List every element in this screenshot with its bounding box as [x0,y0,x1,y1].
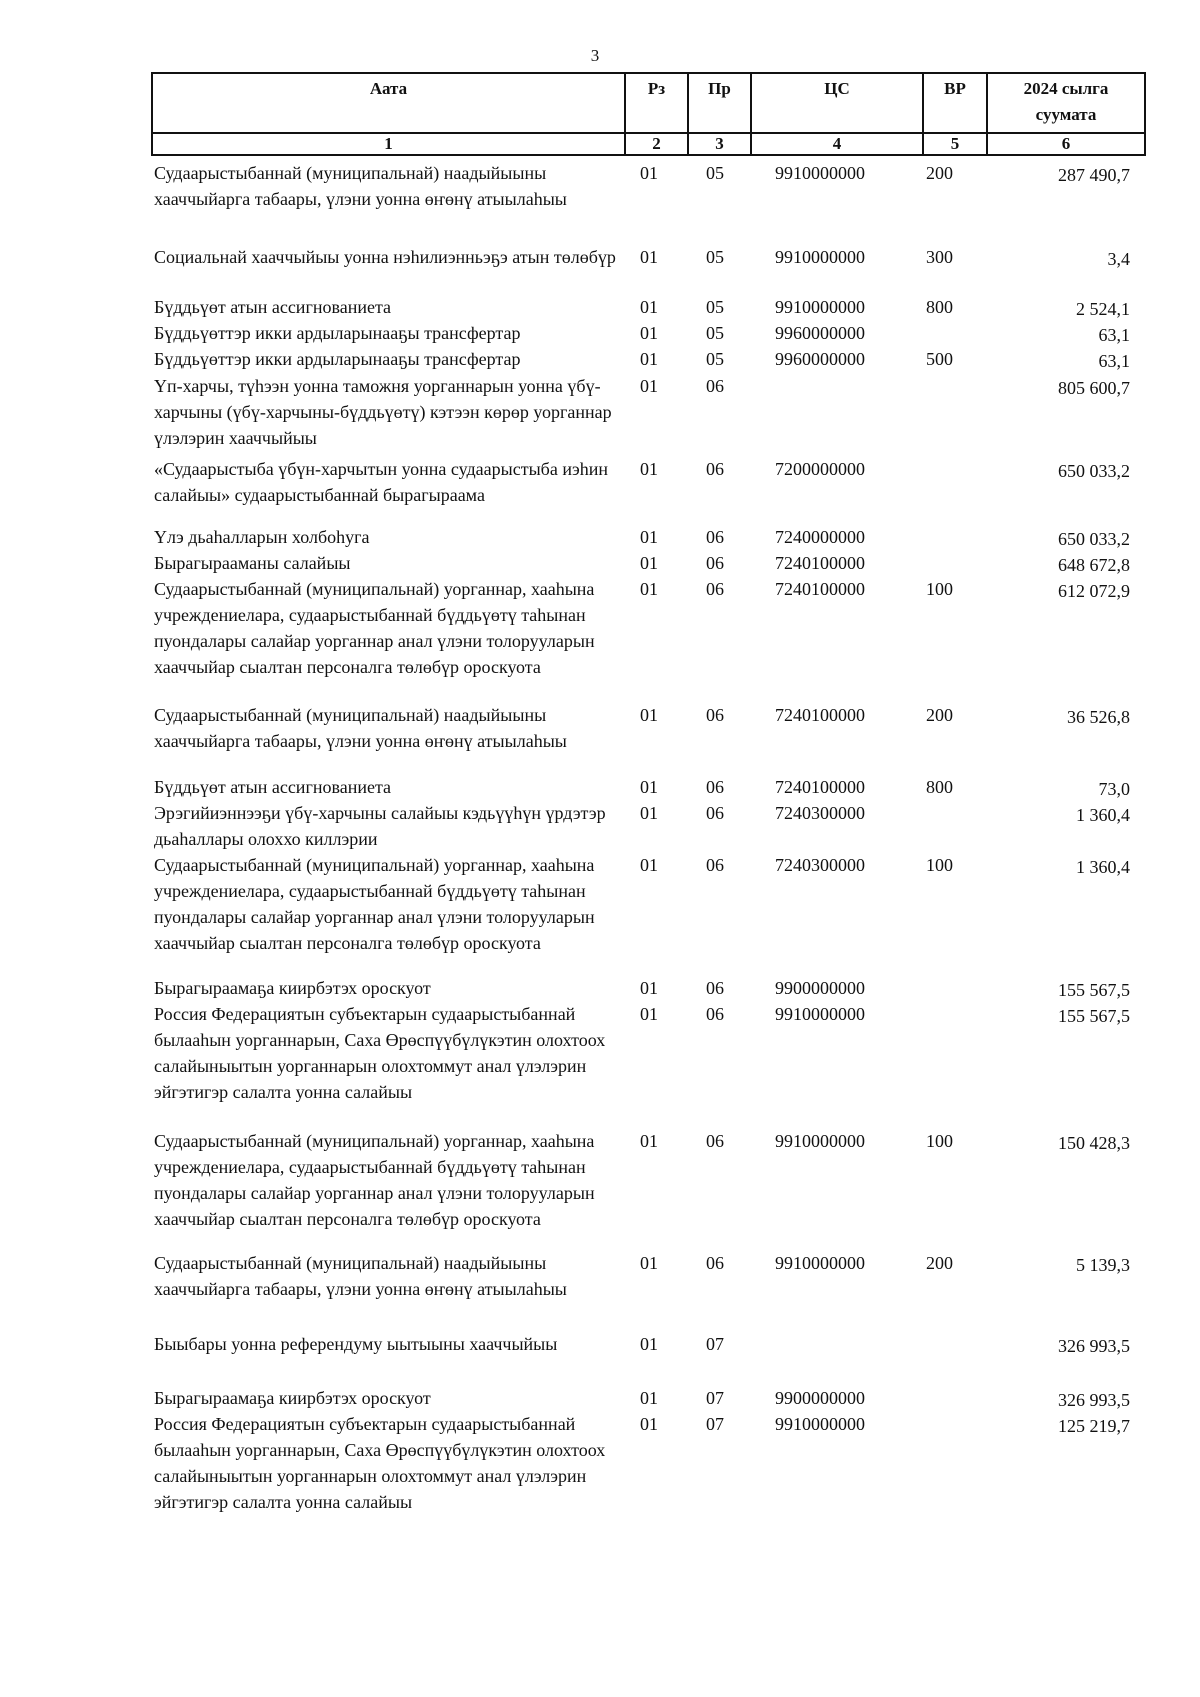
cell-pr: 06 [706,705,724,725]
cell-cs: 9910000000 [775,1414,865,1434]
cell-name: Бүддьүөттэр икки ардыларынааҕы трансфертар [154,349,521,369]
cell-amount: 287 490,7 [1058,165,1130,185]
cell-name: Бүддьүөттэр икки ардыларынааҕы трансфертар [154,323,521,343]
cell-rz: 01 [640,1004,658,1024]
cell-amount: 326 993,5 [1058,1336,1130,1356]
cell-name: Бырагыраамаҕа киирбэтэх ороскуот [154,978,431,998]
cell-rz: 01 [640,247,658,267]
cell-amount: 73,0 [1098,779,1130,799]
cell-amount: 1 360,4 [1076,857,1130,877]
cell-cs: 9960000000 [775,349,865,369]
cell-rz: 01 [640,1131,658,1151]
cell-pr: 05 [706,247,724,267]
cell-cs: 7240100000 [775,579,865,599]
cell-rz: 01 [640,1334,658,1354]
cell-amount: 125 219,7 [1058,1416,1130,1436]
cell-pr: 07 [706,1388,724,1408]
cell-pr: 06 [706,855,724,875]
cell-name: «Судаарыстыба үбүн-харчытын уонна судаарыстыба иэhин салайыы» судаарыстыбаннай бырагыраама [154,459,608,505]
cell-pr: 06 [706,553,724,573]
cell-vr: 100 [926,855,953,875]
header-num-2: 2 [625,133,688,155]
cell-cs: 9900000000 [775,1388,865,1408]
cell-rz: 01 [640,579,658,599]
cell-amount: 150 428,3 [1058,1133,1130,1153]
cell-vr: 200 [926,705,953,725]
cell-name: Эрэгийиэннээҕи үбү-харчыны салайыы кэдьүүhүн үрдэтэр дьаhаллары олоххо киллэрии [154,803,606,849]
cell-pr: 06 [706,978,724,998]
header-pr: Пр [688,73,751,133]
cell-rz: 01 [640,323,658,343]
cell-cs: 7240300000 [775,855,865,875]
cell-amount: 648 672,8 [1058,555,1130,575]
cell-amount: 5 139,3 [1076,1255,1130,1275]
cell-cs: 9910000000 [775,1004,865,1024]
cell-cs: 7240000000 [775,527,865,547]
cell-vr: 300 [926,247,953,267]
header-rz: Рз [625,73,688,133]
cell-rz: 01 [640,1253,658,1273]
cell-cs: 9910000000 [775,1131,865,1151]
cell-rz: 01 [640,376,658,396]
header-amount: 2024 сылга суумата [987,73,1145,133]
cell-name: Россия Федерациятын субъектарын судаарыстыбаннай былааhын уорганнарын, Саха Өрөспүүбүлүкэтин олохтоох салайыныытын уорганнарын олохтоммут анал үлэлэрин эйгэтигэр салалта уонна салайыы [154,1004,606,1102]
cell-cs: 9910000000 [775,247,865,267]
cell-amount: 36 526,8 [1067,707,1130,727]
cell-amount: 326 993,5 [1058,1390,1130,1410]
cell-amount: 612 072,9 [1058,581,1130,601]
cell-name: Судаарыстыбаннай (муниципальнай) наадыйыыны хааччыйарга табаары, үлэни уонна өҥөнү атыылаhыы [154,163,567,209]
cell-name: Бүддьүөт атын ассигнованиета [154,297,392,317]
cell-pr: 06 [706,527,724,547]
header-vr: ВР [923,73,987,133]
cell-amount: 650 033,2 [1058,529,1130,549]
cell-name: Судаарыстыбаннай (муниципальнай) наадыйыыны хааччыйарга табаары, үлэни уонна өҥөнү атыылаhыы [154,705,567,751]
cell-rz: 01 [640,297,658,317]
cell-cs: 7240100000 [775,553,865,573]
cell-amount: 63,1 [1098,351,1130,371]
cell-rz: 01 [640,553,658,573]
cell-pr: 07 [706,1414,724,1434]
cell-cs: 7240300000 [775,803,865,823]
cell-cs: 7200000000 [775,459,865,479]
cell-pr: 05 [706,323,724,343]
cell-amount: 2 524,1 [1076,299,1130,319]
cell-cs: 9910000000 [775,163,865,183]
header-num-4: 4 [751,133,923,155]
cell-cs: 9910000000 [775,297,865,317]
cell-cs: 9900000000 [775,978,865,998]
header-num-1: 1 [152,133,625,155]
cell-amount: 805 600,7 [1058,378,1130,398]
cell-name: Үлэ дьаhалларын холбоhуга [154,527,370,547]
header-num-3: 3 [688,133,751,155]
cell-cs: 9960000000 [775,323,865,343]
cell-pr: 07 [706,1334,724,1354]
cell-rz: 01 [640,527,658,547]
cell-pr: 06 [706,459,724,479]
cell-rz: 01 [640,163,658,183]
cell-rz: 01 [640,1414,658,1434]
cell-name: Судаарыстыбаннай (муниципальнай) наадыйыыны хааччыйарга табаары, үлэни уонна өҥөнү атыылаhыы [154,1253,567,1299]
cell-pr: 05 [706,297,724,317]
cell-vr: 800 [926,297,953,317]
cell-name: Бүддьүөт атын ассигнованиета [154,777,392,797]
cell-rz: 01 [640,459,658,479]
cell-amount: 3,4 [1107,249,1130,269]
cell-name: Судаарыстыбаннай (муниципальнай) уорганнар, хааhына учреждениелара, судаарыстыбаннай бүддьүөтү таhынан пуондалары салайар уорганнар анал үлэни толорууларын хааччыйар сыалтан персоналга төлөбүр ороскуота [154,579,595,677]
cell-amount: 155 567,5 [1058,1006,1130,1026]
cell-name: Россия Федерациятын субъектарын судаарыстыбаннай былааhын уорганнарын, Саха Өрөспүүбүлүкэтин олохтоох салайыныытын уорганнарын олохтоммут анал үлэлэрин эйгэтигэр салалта уонна салайыы [154,1414,606,1512]
cell-amount: 63,1 [1098,325,1130,345]
cell-pr: 06 [706,1004,724,1024]
cell-cs: 9910000000 [775,1253,865,1273]
cell-pr: 06 [706,1131,724,1151]
cell-pr: 05 [706,163,724,183]
cell-rz: 01 [640,978,658,998]
cell-pr: 06 [706,803,724,823]
cell-vr: 100 [926,579,953,599]
cell-rz: 01 [640,777,658,797]
cell-vr: 500 [926,349,953,369]
cell-amount: 155 567,5 [1058,980,1130,1000]
cell-vr: 200 [926,163,953,183]
cell-vr: 100 [926,1131,953,1151]
header-cs: ЦС [751,73,923,133]
cell-pr: 06 [706,579,724,599]
header-name: Аата [152,73,625,133]
cell-rz: 01 [640,705,658,725]
page-number: 3 [590,46,600,65]
cell-pr: 06 [706,1253,724,1273]
cell-rz: 01 [640,349,658,369]
cell-name: Үп-харчы, түhээн уонна таможня уорганнарын уонна үбү-харчыны (үбү-харчыны-бүддьүөтү) кэтээн көрөр уорганнар үлэлэрин хааччыйыы [154,376,612,448]
cell-vr: 800 [926,777,953,797]
cell-rz: 01 [640,1388,658,1408]
cell-name: Бырагыраамаҕа киирбэтэх ороскуот [154,1388,431,1408]
cell-rz: 01 [640,855,658,875]
cell-pr: 06 [706,777,724,797]
cell-name: Социальнай хааччыйыы уонна нэhилиэнньэҕэ атын төлөбүр [154,247,616,267]
cell-vr: 200 [926,1253,953,1273]
cell-name: Судаарыстыбаннай (муниципальнай) уорганнар, хааhына учреждениелара, судаарыстыбаннай бүддьүөтү таhынан пуондалары салайар уорганнар анал үлэни толорууларын хааччыйар сыалтан персоналга төлөбүр ороскуота [154,1131,595,1229]
cell-name: Быыбары уонна референдуму ыытыыны хааччыйыы [154,1334,558,1354]
cell-cs: 7240100000 [775,705,865,725]
header-num-5: 5 [923,133,987,155]
cell-name: Бырагырааманы салайыы [154,553,351,573]
cell-amount: 1 360,4 [1076,805,1130,825]
cell-pr: 06 [706,376,724,396]
cell-name: Судаарыстыбаннай (муниципальнай) уорганнар, хааhына учреждениелара, судаарыстыбаннай бүддьүөтү таhынан пуондалары салайар уорганнар анал үлэни толорууларын хааччыйар сыалтан персоналга төлөбүр ороскуота [154,855,595,953]
header-num-6: 6 [987,133,1145,155]
cell-cs: 7240100000 [775,777,865,797]
cell-amount: 650 033,2 [1058,461,1130,481]
cell-rz: 01 [640,803,658,823]
cell-pr: 05 [706,349,724,369]
